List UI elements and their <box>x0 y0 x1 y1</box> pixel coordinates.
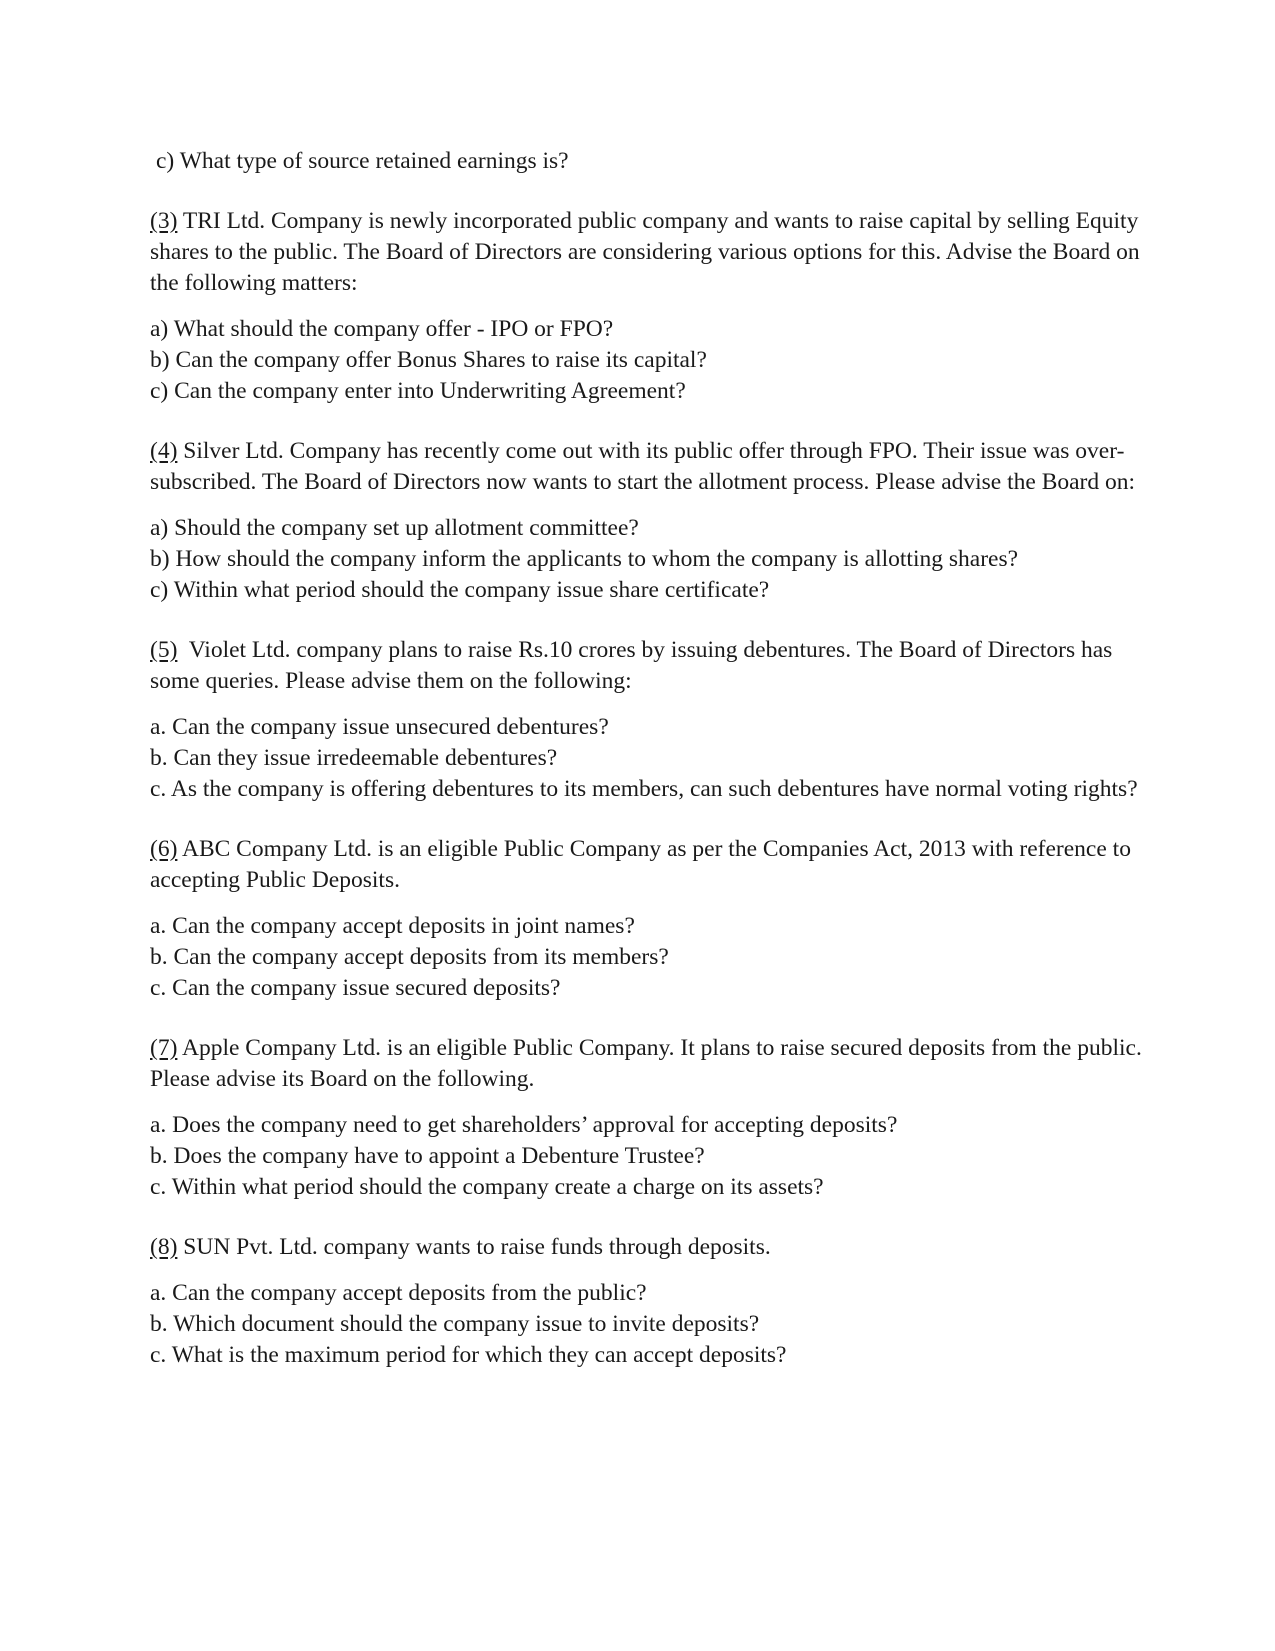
question-number: (4) <box>150 438 178 464</box>
question-4 <box>150 436 1150 606</box>
question-3 <box>150 206 1150 407</box>
sub-question: a. Can the company accept deposits in joint names? <box>150 913 635 939</box>
sub-question: b. Can the company accept deposits from its members? <box>150 944 669 970</box>
question-stem <box>150 1232 1150 1263</box>
question-number: (6) <box>150 836 178 862</box>
sub-question: b. Does the company have to appoint a Debenture Trustee? <box>150 1143 705 1169</box>
sub-question: a. Can the company issue unsecured debentures? <box>150 714 609 740</box>
sub-question: c. Within what period should the company create a charge on its assets? <box>150 1174 824 1200</box>
sub-question: a. Can the company accept deposits from the public? <box>150 1280 647 1306</box>
sub-question: a) Should the company set up allotment committee? <box>150 515 639 541</box>
intro-line: c) What type of source retained earnings is? <box>156 148 569 174</box>
question-5 <box>150 635 1150 805</box>
sub-question: b) How should the company inform the applicants to whom the company is allotting shares? <box>150 546 1019 572</box>
question-text: ABC Company Ltd. is an eligible Public Company as per the Companies Act, 2013 with reference to accepting Public Deposits. <box>150 836 1131 893</box>
sub-question: b. Which document should the company issue to invite deposits? <box>150 1311 760 1337</box>
question-stem <box>150 635 1150 697</box>
question-number: (5) <box>150 637 178 663</box>
sub-question: c. As the company is offering debentures to its members, can such debentures have normal voting rights? <box>150 776 1138 802</box>
question-stem <box>150 1033 1150 1095</box>
question-stem <box>150 436 1150 498</box>
question-text: Silver Ltd. Company has recently come out with its public offer through FPO. Their issue was over-subscribed. The Board of Directors now wants to start the allotment process. Please advise the Board on: <box>150 438 1136 495</box>
question-8 <box>150 1232 1150 1371</box>
question-stem <box>150 206 1150 299</box>
sub-question: a) What should the company offer - IPO or FPO? <box>150 316 614 342</box>
question-text: Violet Ltd. company plans to raise Rs.10 crores by issuing debentures. The Board of Directors has some queries. Please advise them on the following: <box>150 637 1119 694</box>
question-7 <box>150 1033 1150 1203</box>
question-text: TRI Ltd. Company is newly incorporated public company and wants to raise capital by selling Equity shares to the public. The Board of Directors are considering various options for this. Advise the Board on the following matters: <box>150 208 1140 296</box>
sub-question: c. Can the company issue secured deposits? <box>150 975 561 1001</box>
sub-question: b. Can they issue irredeemable debentures? <box>150 745 558 771</box>
sub-question: c) Within what period should the company issue share certificate? <box>150 577 770 603</box>
sub-question: c. What is the maximum period for which they can accept deposits? <box>150 1342 787 1368</box>
sub-question: b) Can the company offer Bonus Shares to raise its capital? <box>150 347 707 373</box>
sub-question: a. Does the company need to get shareholders’ approval for accepting deposits? <box>150 1112 898 1138</box>
question-text: SUN Pvt. Ltd. company wants to raise funds through deposits. <box>177 1234 771 1260</box>
question-number: (3) <box>150 208 178 234</box>
question-number: (8) <box>150 1234 178 1260</box>
question-stem <box>150 834 1150 896</box>
question-6 <box>150 834 1150 1004</box>
question-number: (7) <box>150 1035 178 1061</box>
document-page <box>150 146 1150 1400</box>
sub-question: c) Can the company enter into Underwriting Agreement? <box>150 378 686 404</box>
question-text: Apple Company Ltd. is an eligible Public Company. It plans to raise secured deposits from the public. Please advise its Board on the following. <box>150 1035 1142 1092</box>
